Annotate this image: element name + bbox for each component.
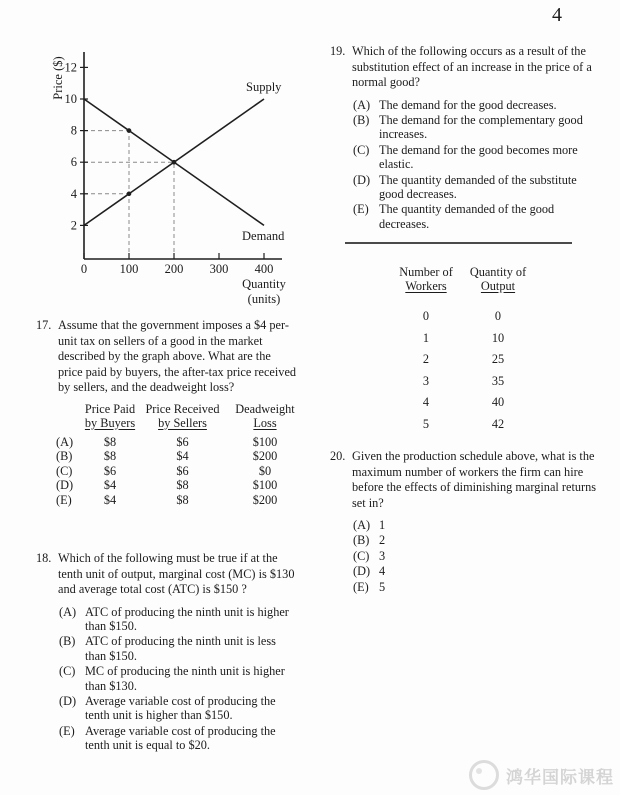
option-text: Average variable cost of producing the tenth unit is equal to $20.: [85, 723, 276, 753]
row-label: (A): [56, 434, 74, 449]
option-text: MC of producing the ninth unit is higher than $130.: [85, 664, 285, 693]
column-header-deadweight-loss: Deadweight Loss: [235, 401, 295, 430]
question-number: 19.: [330, 44, 346, 58]
y-tick-label: 2: [70, 218, 77, 233]
watermark: [469, 760, 614, 790]
option: [59, 605, 296, 634]
x-tick-label: 300: [209, 262, 229, 276]
options-list: [353, 98, 602, 232]
option-text: The demand for the complementary good increases.: [379, 112, 583, 142]
option-text: The demand for the good becomes more elastic.: [379, 142, 578, 172]
option-label: (C): [353, 548, 370, 563]
supply-demand-chart: [28, 38, 298, 308]
option-label: (A): [353, 97, 371, 112]
question-number: 18.: [36, 551, 52, 565]
option-label: (A): [353, 518, 371, 532]
answer-table-header: [56, 402, 298, 430]
x-axis-title-1: Quantity: [242, 277, 286, 291]
option-text: The demand for the good decreases.: [379, 97, 557, 112]
options-list: [353, 518, 606, 594]
y-tick-label: 4: [70, 186, 77, 201]
demand-label: Demand: [242, 229, 285, 243]
table-row: 1 10: [422, 330, 505, 345]
option-text: ATC of producing the ninth unit is higher than $150.: [85, 604, 289, 633]
question-20-head: [330, 449, 606, 511]
x-tick-label: 100: [119, 262, 139, 276]
column-header-price-received: Price Received by Sellers: [145, 401, 220, 430]
schedule-table-header: [390, 265, 534, 293]
question-number: 20.: [330, 449, 346, 463]
data-point: [172, 160, 177, 165]
table-row: 4 40: [422, 395, 505, 409]
y-tick-label: 8: [70, 123, 77, 138]
question-18-head: [36, 551, 296, 598]
column-header-output: Quantity of Output: [469, 265, 527, 293]
option: [353, 143, 602, 172]
x-axis-title-2: (units): [247, 292, 281, 306]
option: [353, 173, 602, 202]
option: [353, 202, 602, 231]
page-number: 4: [552, 4, 562, 26]
option-label: (D): [353, 564, 371, 579]
question-text: Given the production schedule above, what is the maximum number of workers the firm can hire before the effects of diminishing marginal returns set in?: [352, 449, 597, 510]
option-label: (C): [59, 664, 76, 679]
option-label: (B): [353, 533, 370, 548]
option: [353, 580, 606, 594]
option: [353, 113, 602, 142]
option: [353, 564, 606, 578]
option-text: The quantity demanded of the good decreases.: [379, 202, 555, 231]
data-point: [127, 128, 132, 133]
option-text: 3: [379, 548, 386, 563]
table-row: (E) $4 $8 $200: [56, 492, 278, 507]
table-row: (C) $6 $6 $0: [56, 463, 272, 478]
table-row: 5 42: [422, 416, 505, 431]
table-row: 0 0: [422, 309, 502, 323]
row-label: (C): [56, 463, 73, 478]
option: [59, 634, 296, 663]
row-label: (E): [56, 492, 72, 507]
option-label: (D): [353, 172, 371, 187]
table-row: (D) $4 $8 $100: [56, 478, 278, 492]
y-tick-label: 12: [64, 60, 77, 75]
y-tick-label: 10: [64, 92, 77, 106]
option-text: ATC of producing the ninth unit is less than $150.: [85, 634, 276, 663]
option-text: 5: [379, 579, 386, 594]
option: [353, 533, 606, 547]
watermark-text: 鸿华国际课程: [506, 767, 614, 788]
section-divider: [345, 242, 572, 244]
data-point: [127, 192, 132, 197]
question-17: [36, 318, 298, 507]
supply-label: Supply: [246, 80, 282, 94]
question-text: Which of the following occurs as a result of the substitution effect of an increase in the price of a normal good?: [352, 44, 592, 89]
question-18: [36, 551, 296, 753]
option-text: 2: [379, 533, 386, 548]
option-label: (E): [59, 723, 75, 738]
column-header-price-paid: Price Paid by Buyers: [84, 401, 136, 430]
option-label: (B): [353, 112, 370, 127]
y-tick-label: 6: [70, 155, 77, 170]
x-tick-label: 400: [254, 262, 274, 276]
table-row: (B) $8 $4 $200: [56, 449, 278, 463]
option-text: Average variable cost of producing the tenth unit is higher than $150.: [85, 693, 276, 723]
watermark-logo-icon: [469, 760, 499, 790]
option-label: (C): [353, 142, 370, 157]
option: [353, 518, 606, 532]
column-header-workers: Number of Workers: [399, 265, 453, 293]
question-20: [330, 449, 606, 594]
row-label: (D): [56, 478, 74, 492]
option-label: (E): [353, 202, 369, 217]
y-axis-title: Price ($): [51, 56, 65, 100]
option-label: (A): [59, 604, 77, 619]
x-tick-label: 0: [80, 262, 88, 276]
option-text: The quantity demanded of the substitute good decreases.: [379, 172, 577, 201]
supply-demand-chart-svg: [28, 38, 298, 308]
table-row: (A) $8 $6 $100: [56, 434, 278, 449]
option-label: (E): [353, 579, 369, 594]
option: [59, 724, 296, 753]
question-number: 17.: [36, 318, 52, 332]
production-schedule-table: [390, 265, 534, 435]
question-19-head: [330, 44, 602, 91]
answer-table: [56, 402, 298, 508]
question-19: [330, 44, 602, 231]
options-list: [59, 605, 296, 753]
option: [353, 549, 606, 563]
option-text: 1: [379, 518, 386, 532]
option-text: 4: [379, 564, 386, 579]
option-label: (B): [59, 634, 76, 649]
question-17-head: [36, 318, 298, 396]
option: [59, 694, 296, 723]
question-text: Assume that the government imposes a $4 per-unit tax on sellers of a good in the market described by the graph above. What are the price paid by buyers, the after-tax price received by sellers, and the deadweight loss?: [58, 318, 297, 394]
option-label: (D): [59, 693, 77, 708]
table-row: 3 35: [422, 373, 505, 388]
row-label: (B): [56, 449, 73, 463]
table-row: 2 25: [422, 352, 505, 366]
x-tick-label: 200: [164, 262, 184, 276]
option: [353, 98, 602, 112]
option: [59, 664, 296, 693]
question-text: Which of the following must be true if at the tenth unit of output, marginal cost (MC) is $130 and average total cost (ATC) is $150 ?: [58, 551, 295, 596]
